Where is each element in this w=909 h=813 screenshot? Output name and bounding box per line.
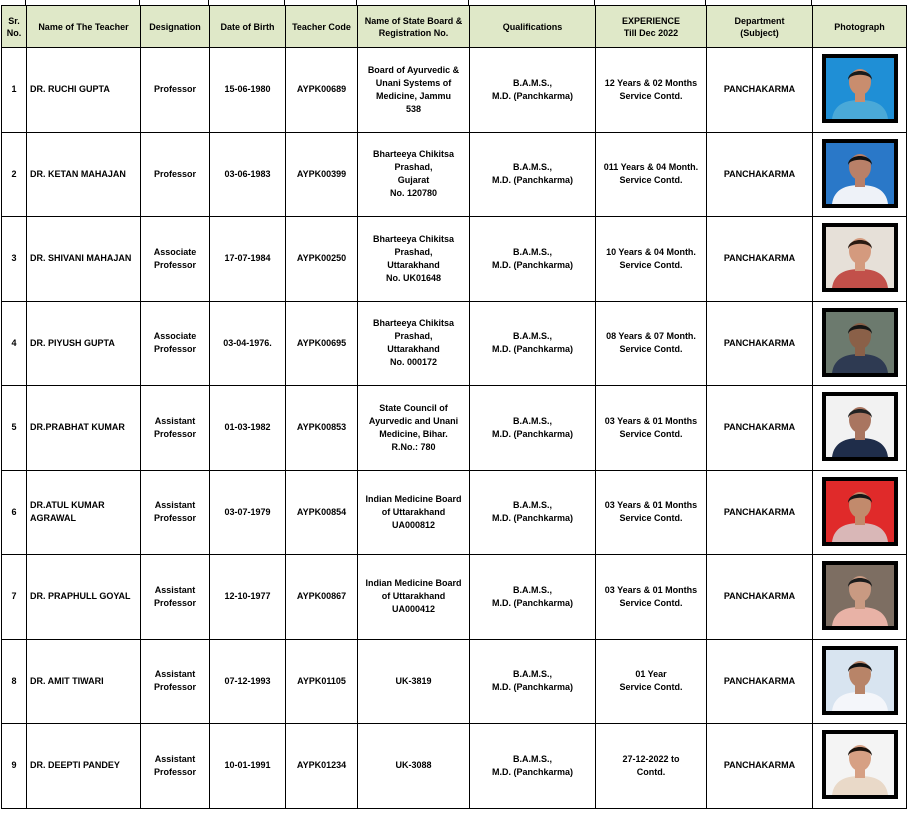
header-department: Department (Subject) <box>707 6 813 48</box>
qualifications-cell: B.A.M.S., M.D. (Panchkarma) <box>470 132 596 217</box>
experience-cell: 12 Years & 02 Months Service Contd. <box>596 48 707 133</box>
designation-cell: Professor <box>141 132 210 217</box>
teacher-code-cell: AYPK00399 <box>286 132 358 217</box>
sr-cell: 5 <box>2 386 27 471</box>
experience-cell: 011 Years & 04 Month. Service Contd. <box>596 132 707 217</box>
table-row <box>2 724 907 809</box>
teacher-name-cell: DR. AMIT TIWARI <box>27 639 141 724</box>
teacher-name-cell: DR. DEEPTI PANDEY <box>27 724 141 809</box>
dob-cell: 17-07-1984 <box>210 217 286 302</box>
photograph-cell <box>813 48 907 133</box>
dob-cell: 12-10-1977 <box>210 555 286 640</box>
teacher-photo <box>822 308 898 377</box>
teacher-name-cell: DR. PIYUSH GUPTA <box>27 301 141 386</box>
designation-cell: Assistant Professor <box>141 470 210 555</box>
sr-cell: 9 <box>2 724 27 809</box>
teacher-code-cell: AYPK01105 <box>286 639 358 724</box>
photograph-cell <box>813 386 907 471</box>
photograph-cell <box>813 132 907 217</box>
photograph-cell <box>813 217 907 302</box>
sr-cell: 7 <box>2 555 27 640</box>
dob-cell: 10-01-1991 <box>210 724 286 809</box>
teacher-code-cell: AYPK00689 <box>286 48 358 133</box>
table-row <box>2 301 907 386</box>
teacher-code-cell: AYPK00695 <box>286 301 358 386</box>
department-cell: PANCHAKARMA <box>707 132 813 217</box>
table-row <box>2 132 907 217</box>
qualifications-cell: B.A.M.S., M.D. (Panchkarma) <box>470 470 596 555</box>
dob-cell: 07-12-1993 <box>210 639 286 724</box>
header-state-board: Name of State Board & Registration No. <box>358 6 470 48</box>
designation-cell: Professor <box>141 48 210 133</box>
header-photograph: Photograph <box>813 6 907 48</box>
header-designation: Designation <box>141 6 210 48</box>
sr-cell: 1 <box>2 48 27 133</box>
header-qualifications: Qualifications <box>470 6 596 48</box>
dob-cell: 15-06-1980 <box>210 48 286 133</box>
department-cell: PANCHAKARMA <box>707 48 813 133</box>
dob-cell: 03-06-1983 <box>210 132 286 217</box>
department-cell: PANCHAKARMA <box>707 724 813 809</box>
designation-cell: Associate Professor <box>141 217 210 302</box>
teacher-name-cell: DR. PRAPHULL GOYAL <box>27 555 141 640</box>
teacher-code-cell: AYPK00854 <box>286 470 358 555</box>
sr-cell: 4 <box>2 301 27 386</box>
photograph-cell <box>813 301 907 386</box>
state-board-cell: Indian Medicine Board of Uttarakhand UA000812 <box>358 470 470 555</box>
state-board-cell: Bharteeya Chikitsa Prashad, Uttarakhand No. UK01648 <box>358 217 470 302</box>
designation-cell: Associate Professor <box>141 301 210 386</box>
designation-cell: Assistant Professor <box>141 724 210 809</box>
photograph-cell <box>813 555 907 640</box>
qualifications-cell: B.A.M.S., M.D. (Panchkarma) <box>470 724 596 809</box>
state-board-cell: Bharteeya Chikitsa Prashad, Gujarat No. 120780 <box>358 132 470 217</box>
sr-cell: 6 <box>2 470 27 555</box>
table-row <box>2 48 907 133</box>
qualifications-cell: B.A.M.S., M.D. (Panchkarma) <box>470 555 596 640</box>
teacher-photo <box>822 561 898 630</box>
experience-cell: 27-12-2022 to Contd. <box>596 724 707 809</box>
state-board-cell: Board of Ayurvedic & Unani Systems of Medicine, Jammu 538 <box>358 48 470 133</box>
teacher-photo <box>822 477 898 546</box>
qualifications-cell: B.A.M.S., M.D. (Panchkarma) <box>470 217 596 302</box>
teacher-code-cell: AYPK00853 <box>286 386 358 471</box>
teacher-name-cell: DR.ATUL KUMAR AGRAWAL <box>27 470 141 555</box>
experience-cell: 10 Years & 04 Month. Service Contd. <box>596 217 707 302</box>
qualifications-cell: B.A.M.S., M.D. (Panchkarma) <box>470 639 596 724</box>
dob-cell: 01-03-1982 <box>210 386 286 471</box>
teacher-photo <box>822 392 898 461</box>
department-cell: PANCHAKARMA <box>707 386 813 471</box>
teacher-photo <box>822 54 898 123</box>
dob-cell: 03-07-1979 <box>210 470 286 555</box>
sr-cell: 2 <box>2 132 27 217</box>
teacher-photo <box>822 730 898 799</box>
designation-cell: Assistant Professor <box>141 386 210 471</box>
teacher-name-cell: DR. SHIVANI MAHAJAN <box>27 217 141 302</box>
table-row <box>2 470 907 555</box>
header-date-of-birth: Date of Birth <box>210 6 286 48</box>
teacher-name-cell: DR. RUCHI GUPTA <box>27 48 141 133</box>
header-teacher-code: Teacher Code <box>286 6 358 48</box>
photograph-cell <box>813 639 907 724</box>
teacher-name-cell: DR. KETAN MAHAJAN <box>27 132 141 217</box>
header-teacher-name: Name of The Teacher <box>27 6 141 48</box>
state-board-cell: Bharteeya Chikitsa Prashad, Uttarakhand No. 000172 <box>358 301 470 386</box>
photograph-cell <box>813 470 907 555</box>
state-board-cell: Indian Medicine Board of Uttarakhand UA000412 <box>358 555 470 640</box>
designation-cell: Assistant Professor <box>141 639 210 724</box>
qualifications-cell: B.A.M.S., M.D. (Panchkarma) <box>470 386 596 471</box>
department-cell: PANCHAKARMA <box>707 639 813 724</box>
table-row <box>2 555 907 640</box>
state-board-cell: UK-3819 <box>358 639 470 724</box>
teacher-photo <box>822 139 898 208</box>
table-row <box>2 639 907 724</box>
state-board-cell: State Council of Ayurvedic and Unani Medicine, Bihar. R.No.: 780 <box>358 386 470 471</box>
qualifications-cell: B.A.M.S., M.D. (Panchkarma) <box>470 301 596 386</box>
experience-cell: 01 Year Service Contd. <box>596 639 707 724</box>
department-cell: PANCHAKARMA <box>707 217 813 302</box>
experience-cell: 03 Years & 01 Months Service Contd. <box>596 386 707 471</box>
state-board-cell: UK-3088 <box>358 724 470 809</box>
department-cell: PANCHAKARMA <box>707 470 813 555</box>
experience-cell: 08 Years & 07 Month. Service Contd. <box>596 301 707 386</box>
experience-cell: 03 Years & 01 Months Service Contd. <box>596 470 707 555</box>
table-row <box>2 217 907 302</box>
teacher-photo <box>822 223 898 292</box>
department-cell: PANCHAKARMA <box>707 301 813 386</box>
designation-cell: Assistant Professor <box>141 555 210 640</box>
dob-cell: 03-04-1976. <box>210 301 286 386</box>
qualifications-cell: B.A.M.S., M.D. (Panchkarma) <box>470 48 596 133</box>
department-cell: PANCHAKARMA <box>707 555 813 640</box>
teacher-code-cell: AYPK00867 <box>286 555 358 640</box>
teacher-code-cell: AYPK00250 <box>286 217 358 302</box>
header-sr-no: Sr. No. <box>2 6 27 48</box>
teachers-table <box>1 5 907 809</box>
header-experience: EXPERIENCE Till Dec 2022 <box>596 6 707 48</box>
photograph-cell <box>813 724 907 809</box>
teacher-code-cell: AYPK01234 <box>286 724 358 809</box>
sr-cell: 3 <box>2 217 27 302</box>
teacher-name-cell: DR.PRABHAT KUMAR <box>27 386 141 471</box>
header-row <box>2 6 907 48</box>
sr-cell: 8 <box>2 639 27 724</box>
teacher-photo <box>822 646 898 715</box>
experience-cell: 03 Years & 01 Months Service Contd. <box>596 555 707 640</box>
table-row <box>2 386 907 471</box>
